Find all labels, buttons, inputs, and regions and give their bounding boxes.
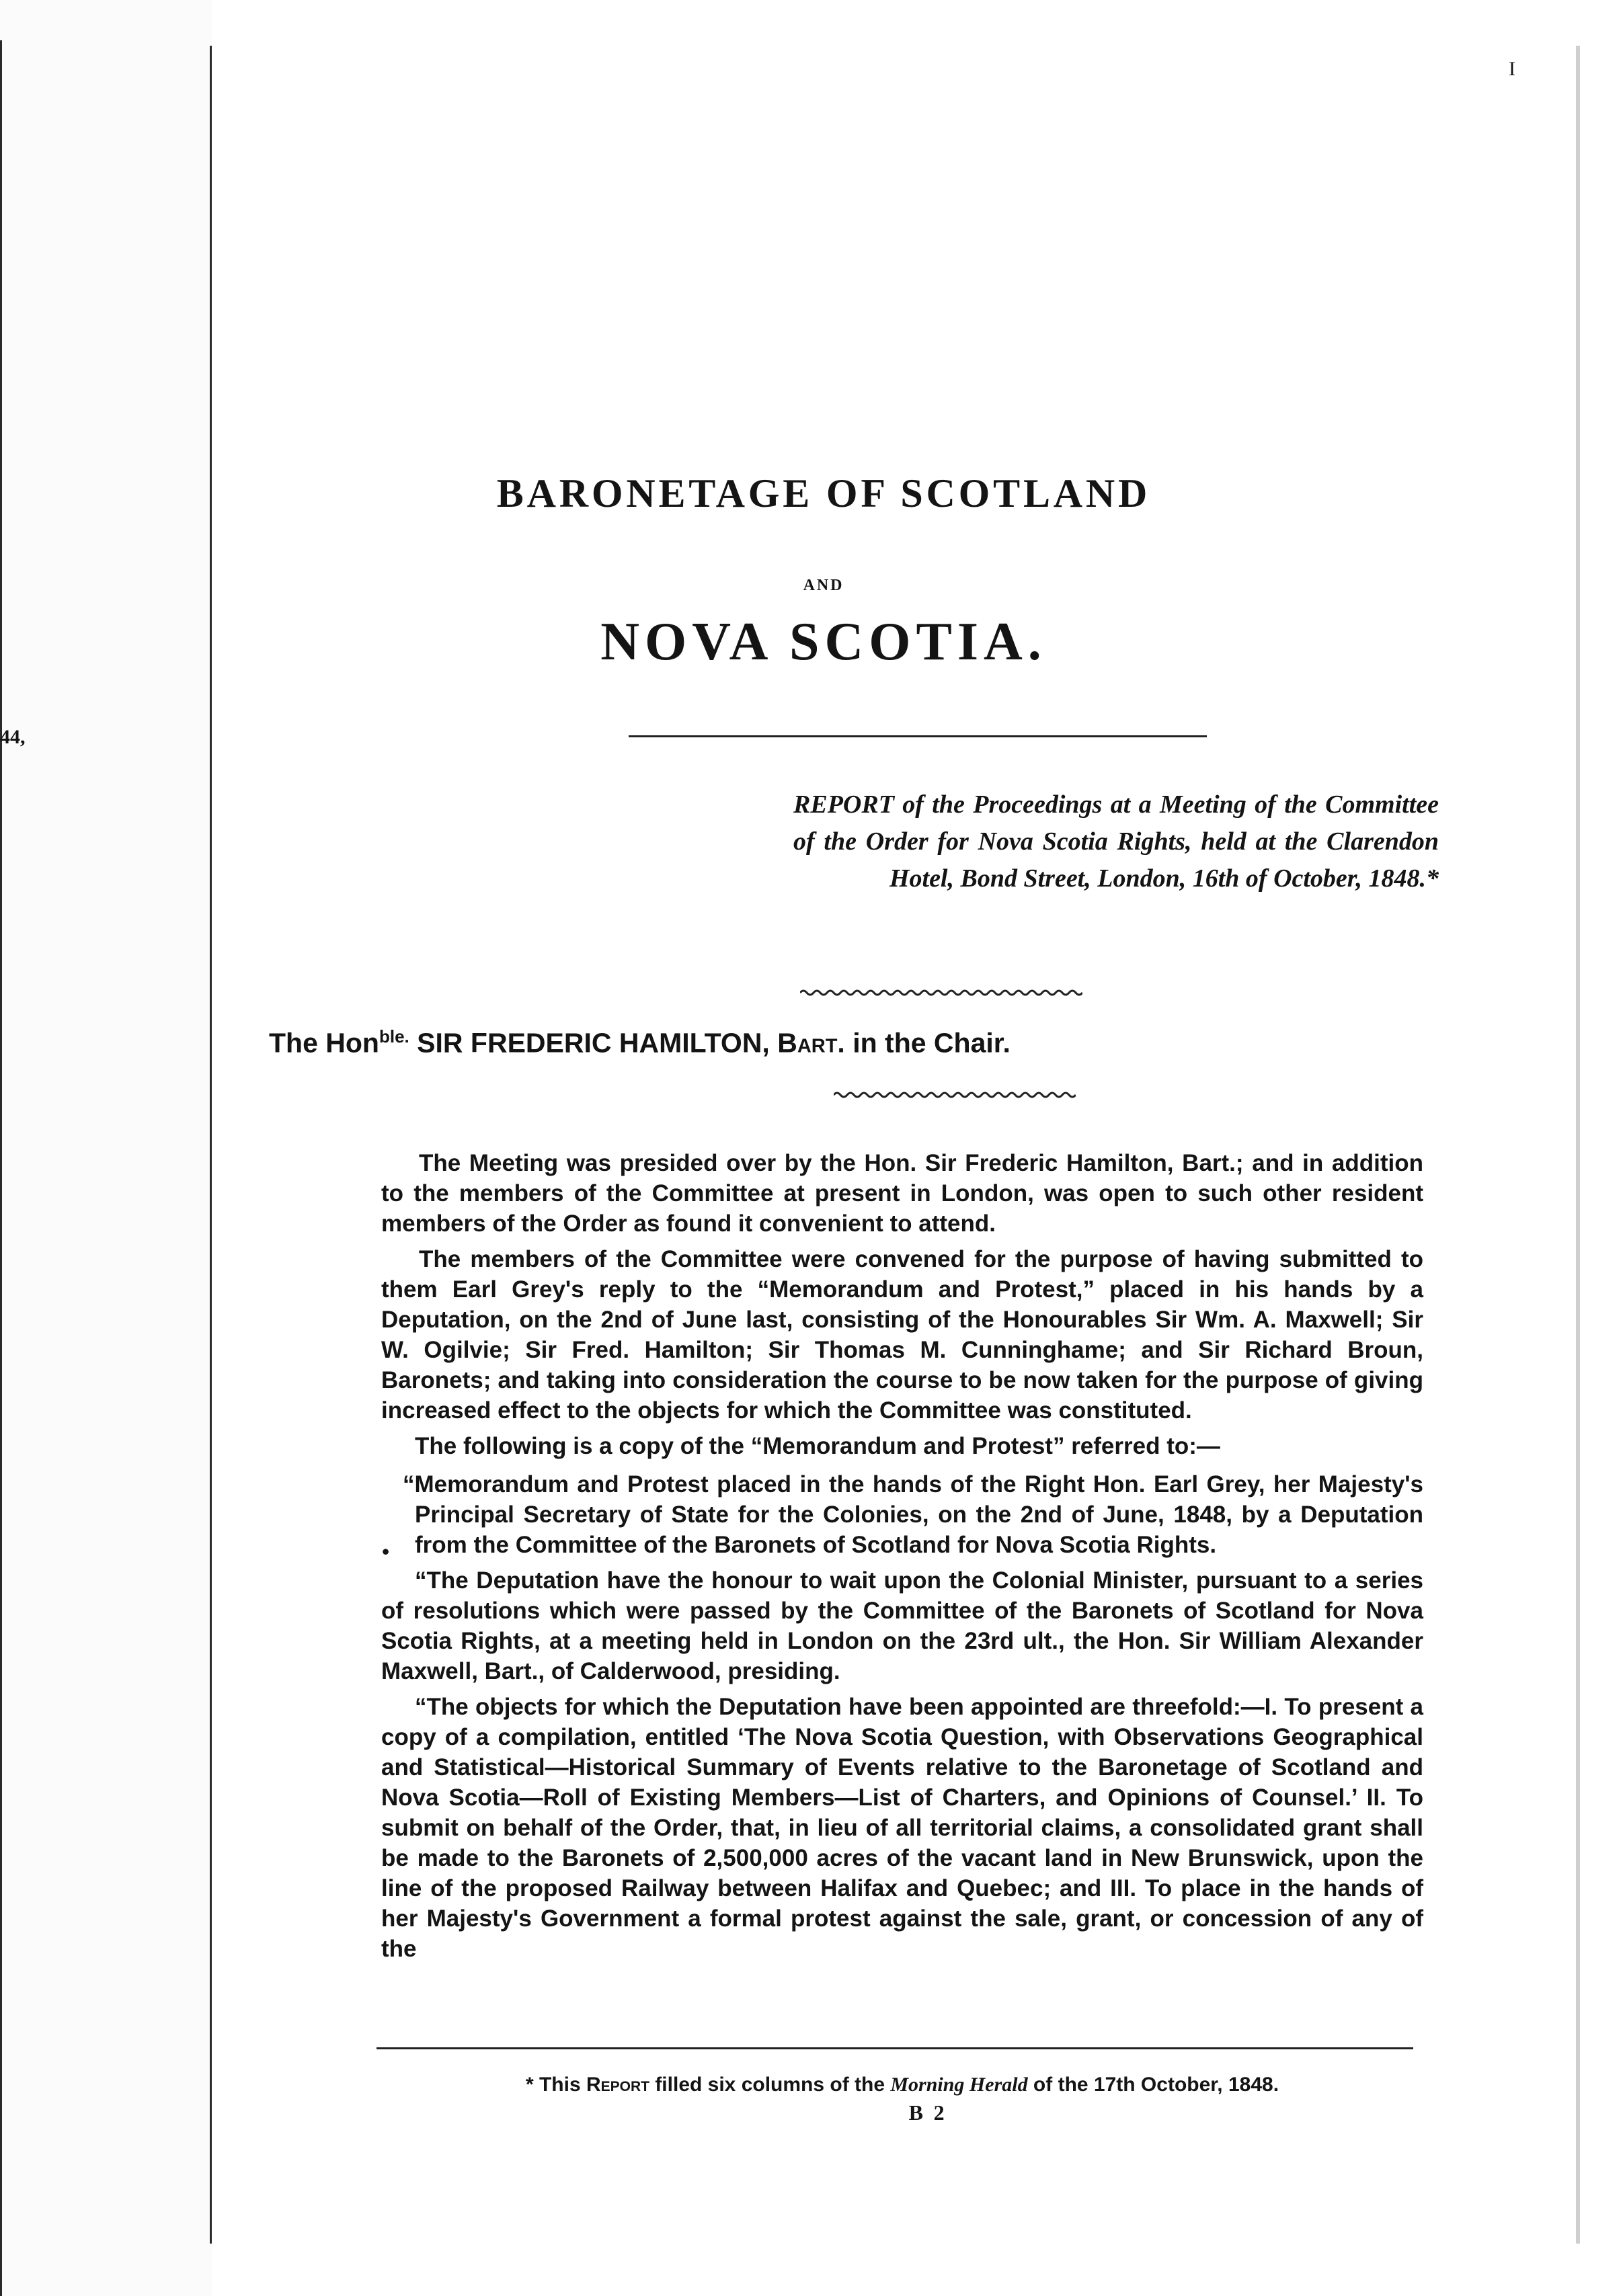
wavy-divider-bottom (834, 1090, 1076, 1100)
chair-name: SIR FREDERIC HAMILTON, (409, 1027, 778, 1059)
footnote-paper: Morning Herald (890, 2074, 1028, 2096)
facing-page-strip (0, 0, 212, 2296)
chair-suffix: in the Chair. (844, 1027, 1011, 1059)
footnote-middle: filled six columns of the (649, 2074, 891, 2096)
wavy-divider-top (800, 988, 1082, 997)
subtitle: NOVA SCOTIA. (600, 612, 1047, 671)
paragraph-committee: The members of the Committee were convened for the purpose of having submitted to them Earl Grey's reply to the “Memorandum and Protest,” placed in his hands by a Deputation, on the 2nd of June last, consisting of the Honourables Sir Wm. A. Maxwell; Sir W. Ogilvie; Sir Fred. Hamilton; Sir Thomas M. Cunninghame; and Sir Richard Broun, Baronets; and taking into consideration the course to be now taken for the purpose of giving increased effect to the objects for which the Committee was constituted. (381, 1246, 1423, 1424)
paragraph-objects: “The objects for which the Deputation have been appointed are threefold:—I. To present a copy of a compilation, entitled ‘The Nova Scotia Question, with Observations Geographical and Statistical—Historical Summary of Events relative to the Baronetage of Scotland and Nova Scotia—Roll of Existing Members—List of Charters, and Opinions of Counsel.’ II. To submit on behalf of the Order, that, in lieu of all territorial claims, a consolidated grant shall be made to the Baronets of 2,500,000 acres of the vacant land in New Brunswick, upon the line of the proposed Railway between Halifax and Quebec; and III. To place in the hands of her Majesty's Government a formal protest against the sale, grant, or concession of any of the (381, 1694, 1423, 1962)
footnote-suffix: of the 17th October, 1848. (1027, 2074, 1279, 2096)
top-corner-mark: I (1509, 58, 1515, 80)
title-conjunction: AND (803, 577, 844, 594)
footnote-prefix: * This (525, 2074, 586, 2096)
facing-page-fragment: 44, (0, 726, 26, 748)
chair-prefix: The Hon (269, 1027, 379, 1059)
footnote-report: Report (586, 2074, 649, 2096)
report-heading: REPORT of the Proceedings at a Meeting of the Committee of the Order for Nova Scotia Rights, held at the Clarendon Hotel, Bond Street, London, 16th of October, 1848.* (793, 790, 1439, 893)
body-text (381, 1148, 1423, 1969)
paragraph-meeting: The Meeting was presided over by the Hon. Sir Frederic Hamilton, Bart.; and in addition to the members of the Committee at present in London, was open to such other resident members of the Order as found it convenient to attend. (381, 1150, 1423, 1237)
paragraph-copy-intro: The following is a copy of the “Memorandum and Protest” referred to:— (415, 1433, 1220, 1459)
chair-superscript: ble. (379, 1026, 409, 1047)
paragraph-memorandum-title: “Memorandum and Protest placed in the hands of the Right Hon. Earl Grey, her Majesty's Principal Secretary of State for the Colonies, on the 2nd of June, 1848, by a Deputation from the Committee of the Baronets of Scotland for Nova Scotia Rights. (403, 1471, 1423, 1558)
signature-mark: B 2 (908, 2100, 947, 2125)
footnote-rule (377, 2047, 1413, 2049)
chair-title: Bart. (777, 1027, 845, 1059)
main-title: BARONETAGE OF SCOTLAND (496, 471, 1151, 516)
chair-line (269, 1026, 1425, 1059)
page-edge-line (0, 40, 2, 2296)
page-right-edge (1576, 46, 1580, 2244)
title-rule (629, 735, 1207, 737)
footnote (381, 2074, 1423, 2096)
margin-bullet: • (382, 1539, 390, 1563)
paragraph-deputation: “The Deputation have the honour to wait upon the Colonial Minister, pursuant to a series of resolutions which were passed by the Committee of the Baronets of Scotland for Nova Scotia Rights, at a meeting held in London on the 23rd ult., the Hon. Sir William Alexander Maxwell, Bart., of Calderwood, presiding. (381, 1567, 1423, 1684)
